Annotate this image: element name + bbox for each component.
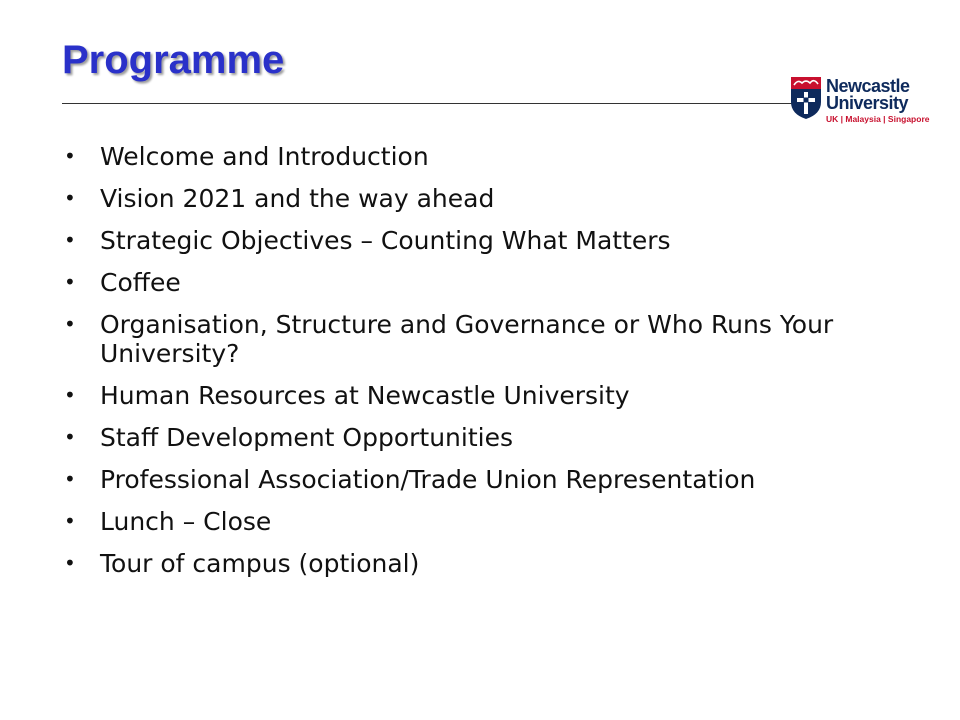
agenda-item [64,423,834,452]
logo-name-line1: Newcastle [826,76,910,96]
bullet-icon: • [64,312,76,336]
bullet-icon: • [64,509,76,533]
university-logo [790,76,930,128]
bullet-icon: • [64,551,76,575]
logo-name-line2: University [826,93,909,113]
bullet-icon: • [64,467,76,491]
agenda-item [64,226,834,255]
agenda-item [64,549,834,578]
logo-tagline: UK | Malaysia | Singapore [826,114,930,124]
bullet-icon: • [64,186,76,210]
agenda-item-text: Professional Association/Trade Union Representation [100,465,756,494]
agenda-item [64,142,834,171]
agenda-item-text: Lunch – Close [100,507,272,536]
agenda-list [64,142,834,591]
agenda-item-text: Tour of campus (optional) [100,549,420,578]
shield-icon [790,76,822,120]
bullet-icon: • [64,144,76,168]
bullet-icon: • [64,228,76,252]
agenda-item [64,381,834,410]
agenda-item-text: Coffee [100,268,181,297]
title-divider [62,103,797,104]
slide-title: Programme [62,38,285,82]
agenda-item [64,268,834,297]
bullet-icon: • [64,383,76,407]
agenda-item-text: Strategic Objectives – Counting What Matters [100,226,671,255]
agenda-item-text: Welcome and Introduction [100,142,429,171]
agenda-item [64,465,834,494]
agenda-item-text: Staff Development Opportunities [100,423,513,452]
bullet-icon: • [64,425,76,449]
agenda-item-text: Human Resources at Newcastle University [100,381,630,410]
bullet-icon: • [64,270,76,294]
agenda-item [64,184,834,213]
agenda-item [64,507,834,536]
agenda-item [64,310,834,368]
agenda-item-text: Organisation, Structure and Governance or Who Runs Your University? [100,310,834,368]
agenda-item-text: Vision 2021 and the way ahead [100,184,495,213]
